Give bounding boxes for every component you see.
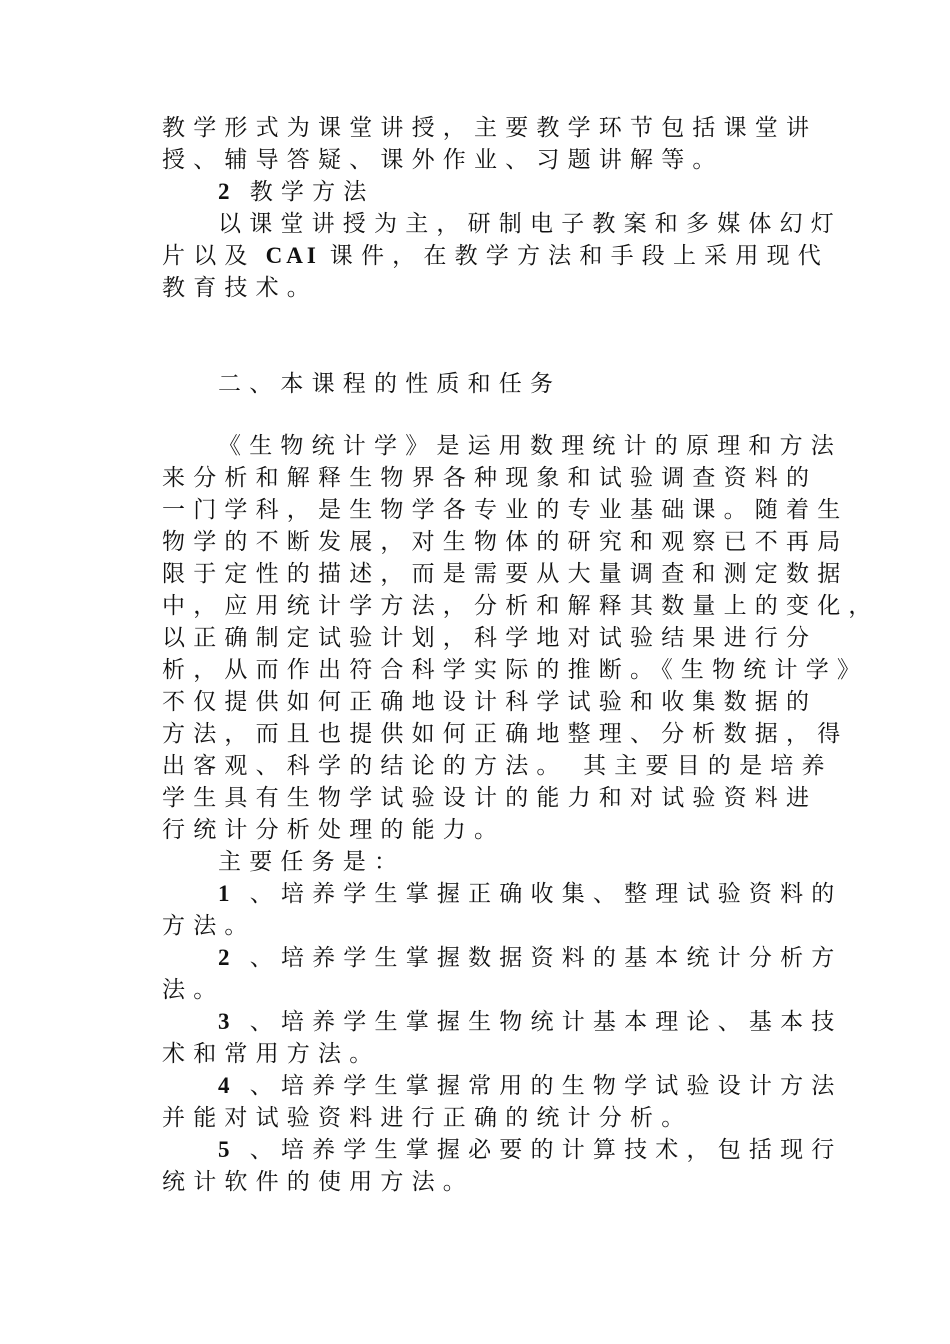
- paragraph-nature-line-10: 方法，而且也提供如何正确地整理、分析数据，得: [162, 721, 849, 747]
- task-number: 2: [218, 945, 238, 970]
- task-2-line-1: [218, 942, 843, 974]
- text-run: 、培养学生掌握数据资料的基本统计分析方: [249, 945, 843, 971]
- paragraph-nature-line-9: 不仅提供如何正确地设计科学试验和收集数据的: [162, 689, 818, 715]
- text-run: 、培养学生掌握生物统计基本理论、基本技: [249, 1009, 843, 1035]
- paragraph-nature-line-6: 中，应用统计学方法，分析和解释其数量上的变化，: [162, 593, 880, 619]
- task-3-line-2: 术和常用方法。: [162, 1041, 381, 1067]
- task-2-line-2: 法。: [162, 977, 225, 1003]
- paragraph-method-line-2: [162, 240, 829, 272]
- task-5-line-2: 统计软件的使用方法。: [162, 1169, 474, 1195]
- text-run: 课件，在教学方法和手段上采用现代: [329, 243, 829, 269]
- paragraph-method-line-1: 以课堂讲授为主，研制电子教案和多媒体幻灯: [218, 211, 842, 237]
- tasks-intro: 主要任务是：: [218, 849, 406, 875]
- paragraph-nature-line-12: 学生具有生物学试验设计的能力和对试验资料进: [162, 785, 818, 811]
- paragraph-nature-line-11: 出客观、科学的结论的方法。 其主要目的是培养: [162, 753, 833, 779]
- text-run: 片以及: [162, 243, 256, 269]
- paragraph-nature-line-3: 一门学科，是生物学各专业的专业基础课。随着生: [162, 497, 849, 523]
- paragraph-teaching-form-line-2: 授、辅导答疑、课外作业、习题讲解等。: [162, 147, 724, 173]
- task-5-line-1: [218, 1134, 843, 1166]
- paragraph-teaching-form-line-1: 教学形式为课堂讲授，主要教学环节包括课堂讲: [162, 115, 818, 141]
- text-run: 、培养学生掌握必要的计算技术，包括现行: [249, 1137, 843, 1163]
- task-4-line-2: 并能对试验资料进行正确的统计分析。: [162, 1105, 693, 1131]
- task-1-line-2: 方法。: [162, 913, 256, 939]
- paragraph-nature-line-1: 《生物统计学》是运用数理统计的原理和方法: [218, 433, 842, 459]
- task-number: 4: [218, 1073, 238, 1098]
- paragraph-nature-line-8: 析，从而作出符合科学实际的推断。《生物统计学》: [162, 657, 869, 683]
- text-run: 、培养学生掌握常用的生物学试验设计方法: [249, 1073, 843, 1099]
- paragraph-nature-line-4: 物学的不断发展，对生物体的研究和观察已不再局: [162, 529, 849, 555]
- paragraph-nature-line-7: 以正确制定试验计划，科学地对试验结果进行分: [162, 625, 818, 651]
- paragraph-nature-line-2: 来分析和解释生物界各种现象和试验调查资料的: [162, 465, 818, 491]
- section-title: 教学方法: [249, 179, 375, 205]
- task-number: 5: [218, 1137, 238, 1162]
- paragraph-nature-line-5: 限于定性的描述，而是需要从大量调查和测定数据: [162, 561, 849, 587]
- cai-term: CAI: [265, 243, 320, 268]
- chapter-heading-nature-tasks: 二、本课程的性质和任务: [218, 371, 562, 397]
- task-number: 3: [218, 1009, 238, 1034]
- text-run: 、培养学生掌握正确收集、整理试验资料的: [249, 881, 843, 907]
- task-number: 1: [218, 881, 238, 906]
- task-1-line-1: [218, 878, 843, 910]
- task-3-line-1: [218, 1006, 843, 1038]
- task-4-line-1: [218, 1070, 843, 1102]
- section-number: 2: [218, 179, 238, 204]
- paragraph-nature-line-13: 行统计分析处理的能力。: [162, 817, 506, 843]
- paragraph-method-line-3: 教育技术。: [162, 275, 318, 301]
- section-heading-teaching-method: [218, 176, 786, 208]
